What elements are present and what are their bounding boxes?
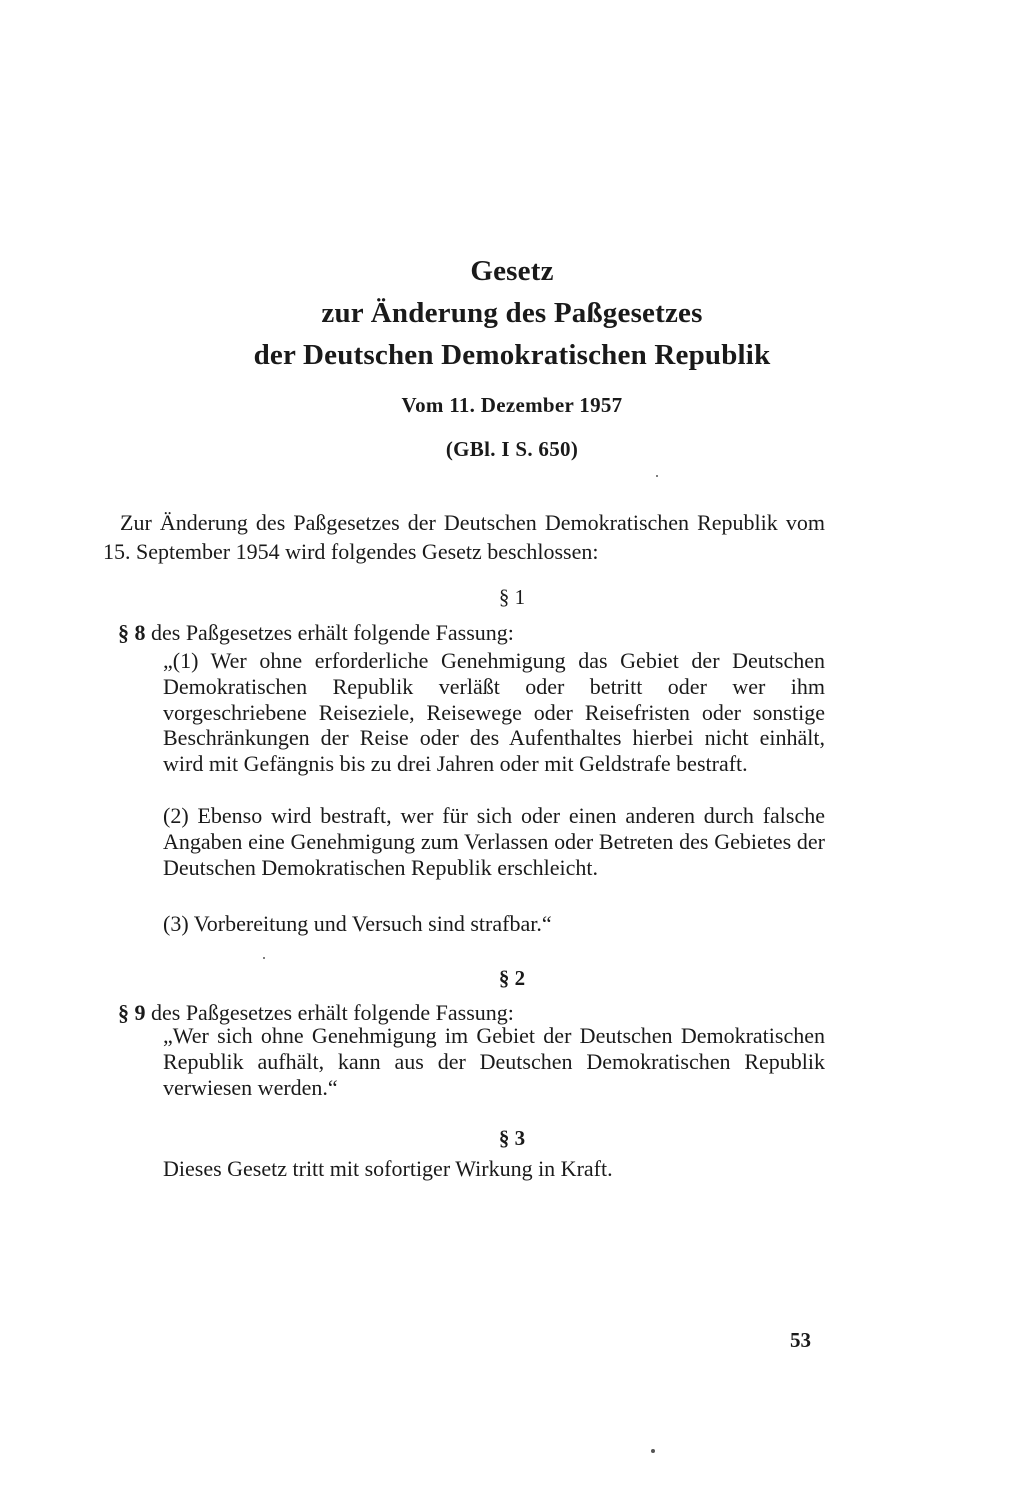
section-1-clause-1: „(1) Wer ohne erforderliche Genehmigung das Gebiet der Deutschen Demokratischen Republik verläßt oder betritt oder wer ihm vorgeschriebene Reiseziele, Reisewege oder Reisefristen oder sonstige Beschränkungen der Reise oder des Aufenthaltes hierbei nicht einhält, wird mit Gefängnis bis zu drei Jahren oder mit Geldstrafe bestraft. bbox=[163, 648, 825, 777]
law-date: Vom 11. Dezember 1957 bbox=[401, 393, 623, 417]
section-3-heading: § 3 bbox=[498, 1126, 526, 1150]
section-1-amended-ref: § 8 bbox=[118, 620, 146, 645]
section-1-clause-2: (2) Ebenso wird bestraft, wer für sich oder einen anderen durch falsche Angaben eine Genehmigung zum Verlassen oder Betreten des Gebietes der Deutschen Demokratischen Republik erschleicht. bbox=[163, 803, 825, 880]
title-line-3: der Deutschen Demokratischen Republik bbox=[253, 339, 771, 371]
section-2-intro-text: des Paßgesetzes erhält folgende Fassung: bbox=[145, 1000, 514, 1025]
section-1-intro-text: des Paßgesetzes erhält folgende Fassung: bbox=[145, 620, 514, 645]
section-2-heading: § 2 bbox=[498, 966, 526, 990]
scan-speck bbox=[263, 957, 265, 959]
law-title bbox=[0, 250, 1024, 376]
section-2-clause: „Wer sich ohne Genehmigung im Gebiet der Deutschen Demokratischen Republik aufhält, kann aus der Deutschen Demokratischen Republik verwiesen werden.“ bbox=[163, 1023, 825, 1100]
scan-speck bbox=[656, 475, 658, 477]
title-line-2: zur Änderung des Paßgesetzes bbox=[321, 297, 703, 329]
title-line-1: Gesetz bbox=[470, 255, 554, 287]
section-1-clause-3: (3) Vorbereitung und Versuch sind strafbar.“ bbox=[163, 911, 552, 936]
gazette-reference: (GBl. I S. 650) bbox=[445, 437, 579, 461]
section-2-amended-ref: § 9 bbox=[118, 1000, 146, 1025]
section-1-heading: § 1 bbox=[498, 585, 526, 609]
section-3-text: Dieses Gesetz tritt mit sofortiger Wirkung in Kraft. bbox=[163, 1156, 613, 1181]
page-number: 53 bbox=[790, 1328, 811, 1352]
preamble: Zur Änderung des Paßgesetzes der Deutschen Demokratischen Republik vom 15. September 1954 wird folgendes Gesetz beschlossen: bbox=[103, 510, 825, 564]
scan-speck bbox=[651, 1449, 655, 1453]
section-1-intro bbox=[118, 618, 828, 647]
